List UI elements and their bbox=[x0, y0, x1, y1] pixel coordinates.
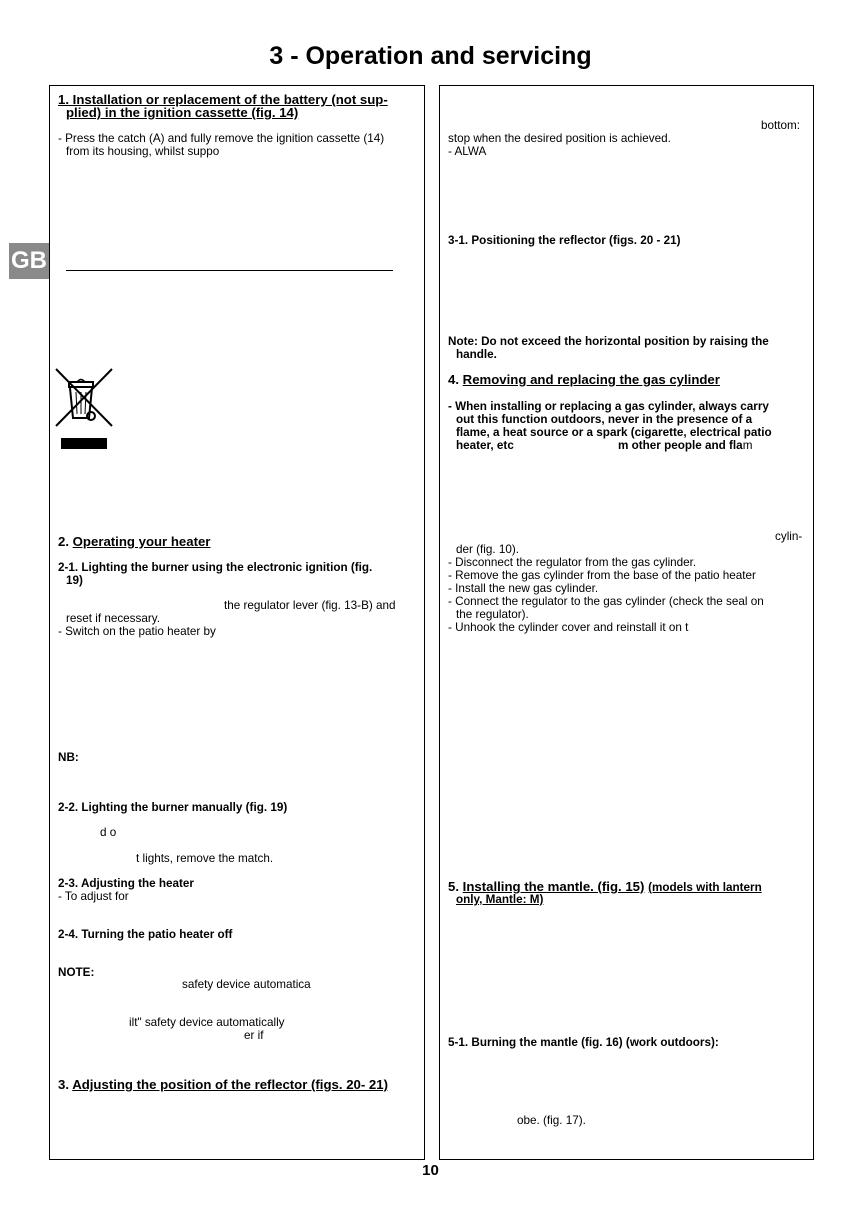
burning-mantle-heading: 5-1. Burning the mantle (fig. 16) (work outdoors): bbox=[448, 1036, 719, 1049]
reflector-note-line2: handle. bbox=[456, 348, 497, 361]
right-top-text-line1: stop when the desired position is achieved. bbox=[448, 132, 671, 145]
positioning-reflector-heading: 3-1. Positioning the reflector (figs. 20 - 21) bbox=[448, 234, 681, 247]
gas-text-line2: - Disconnect the regulator from the gas cylinder. bbox=[448, 556, 697, 569]
ignition-text-line2: reset if necessary. bbox=[66, 612, 160, 625]
manual-lighting-text-line1: d o bbox=[100, 826, 117, 839]
page-number: 10 bbox=[422, 1162, 439, 1179]
adjusting-heater-heading: 2-3. Adjusting the heater bbox=[58, 877, 194, 890]
manual-lighting-text-line2: t lights, remove the match. bbox=[136, 852, 274, 865]
gas-text-line1: der (fig. 10). bbox=[456, 543, 520, 556]
language-tab: GB bbox=[9, 243, 49, 279]
gas-warning-line4b: m other people and flam bbox=[618, 439, 753, 452]
battery-text-line1: - Press the catch (A) and fully remove the ignition cassette (14) bbox=[58, 132, 385, 145]
ignition-text-line1: the regulator lever (fig. 13-B) and bbox=[224, 599, 396, 612]
battery-text-line2: from its housing, whilst suppo bbox=[66, 145, 220, 158]
operating-heading: 2. Operating your heater bbox=[58, 534, 211, 549]
crossed-out-bin-icon bbox=[55, 368, 113, 457]
gas-text-line7: - Unhook the cylinder cover and reinstall it on t bbox=[448, 621, 689, 634]
burning-mantle-text: obe. (fig. 17). bbox=[517, 1114, 586, 1127]
note-text-line2: ilt" safety device automatically bbox=[129, 1016, 285, 1029]
gas-warning-line2: out this function outdoors, never in the presence of a bbox=[456, 413, 753, 426]
electronic-ignition-heading-line2: 19) bbox=[66, 574, 83, 587]
right-top-text-line2: - ALWA bbox=[448, 145, 487, 158]
gas-warning-line1: - When installing or replacing a gas cylinder, always carry bbox=[448, 400, 769, 413]
mantle-heading-line2: only, Mantle: M) bbox=[456, 893, 544, 906]
battery-heading-line2: plied) in the ignition cassette (fig. 14) bbox=[66, 105, 299, 120]
gas-warning-line3: flame, a heat source or a spark (cigarette, electrical patio bbox=[456, 426, 772, 439]
reflector-heading: 3. Adjusting the position of the reflector (figs. 20- 21) bbox=[58, 1077, 388, 1092]
adjusting-heater-text: - To adjust for bbox=[58, 890, 129, 903]
page-title: 3 - Operation and servicing bbox=[269, 42, 592, 70]
note-label: NOTE: bbox=[58, 966, 95, 979]
gas-text-line3: - Remove the gas cylinder from the base of the patio heater bbox=[448, 569, 756, 582]
electronic-ignition-heading-line1: 2-1. Lighting the burner using the electronic ignition (fig. bbox=[58, 561, 373, 574]
gas-cylinder-heading: 4. Removing and replacing the gas cylinder bbox=[448, 372, 720, 387]
mantle-heading-line1: 5. Installing the mantle. (fig. 15) (models with lantern bbox=[448, 879, 762, 894]
battery-heading-line1: 1. Installation or replacement of the battery (not sup- bbox=[58, 92, 388, 107]
gas-text-line5: - Connect the regulator to the gas cylinder (check the seal on bbox=[448, 595, 764, 608]
gas-text-line0: cylin- bbox=[775, 530, 803, 543]
gas-warning-line4a: heater, etc bbox=[456, 439, 514, 452]
gas-text-line4: - Install the new gas cylinder. bbox=[448, 582, 599, 595]
horizontal-rule bbox=[66, 270, 393, 271]
manual-lighting-heading: 2-2. Lighting the burner manually (fig. 19) bbox=[58, 801, 288, 814]
note-text-line1: safety device automatica bbox=[182, 978, 311, 991]
note-text-line3: er if bbox=[244, 1029, 264, 1042]
nb-label: NB: bbox=[58, 751, 79, 764]
ignition-text-line3: - Switch on the patio heater by bbox=[58, 625, 216, 638]
turning-off-heading: 2-4. Turning the patio heater off bbox=[58, 928, 233, 941]
gas-text-line6: the regulator). bbox=[456, 608, 529, 621]
right-top-text-line0: bottom: bbox=[761, 119, 800, 132]
reflector-note-line1: Note: Do not exceed the horizontal position by raising the bbox=[448, 335, 769, 348]
